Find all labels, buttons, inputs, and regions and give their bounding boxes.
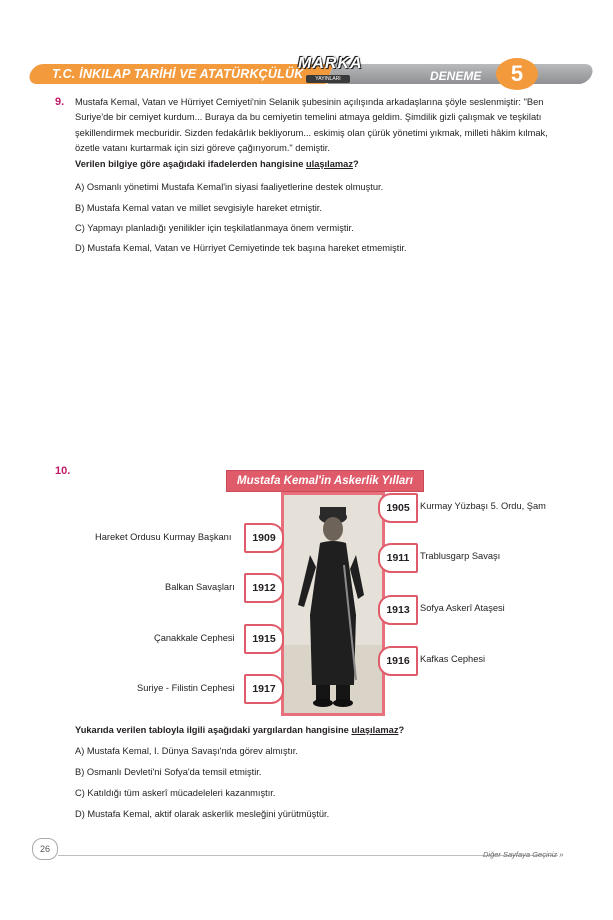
q9-paragraph-line: Suriye'de bir cemiyet kurdum... Buraya da bu cemiyetin temelini atmaya geldim. Şimdilik gizli çalışmak ve teşkilatı	[75, 112, 542, 123]
q9-option-c[interactable]: C) Yapmayı planladığı yenilikler için teşkilatlanmaya önem vermiştir.	[75, 223, 354, 233]
q10-option-c[interactable]: C) Katıldığı tüm askerî mücadeleleri kazanmıştır.	[75, 788, 276, 798]
next-page-text: Diğer Sayfaya Geçiniz	[483, 850, 558, 859]
page-number: 26	[32, 838, 58, 860]
q10-option-a[interactable]: A) Mustafa Kemal, I. Dünya Savaşı'nda görev almıştır.	[75, 746, 298, 756]
exam-number-badge: 5	[496, 58, 538, 90]
year-badge: 1913	[378, 595, 418, 625]
timeline-label: Suriye - Filistin Cephesi	[137, 683, 235, 693]
timeline-label: Hareket Ordusu Kurmay Başkanı	[95, 532, 232, 542]
logo-subtitle: YAYINLARI	[306, 75, 350, 83]
question-9-number: 9.	[55, 96, 65, 108]
stem-end: ?	[352, 159, 359, 169]
q9-option-b[interactable]: B) Mustafa Kemal vatan ve millet sevgisiyle hareket etmiştir.	[75, 203, 322, 213]
double-chevron-icon: »	[559, 850, 564, 859]
timeline-label: Çanakkale Cephesi	[154, 633, 235, 643]
timeline-label: Kurmay Yüzbaşı 5. Ordu, Şam	[420, 501, 546, 511]
timeline-label: Balkan Savaşları	[165, 582, 235, 592]
stem-underlined: ulaşılamaz	[351, 725, 399, 735]
stem-text: Verilen bilgiye göre aşağıdaki ifadelerden hangisine	[75, 159, 306, 169]
q10-option-d[interactable]: D) Mustafa Kemal, aktif olarak askerlik mesleğini yürütmüştür.	[75, 809, 330, 819]
question-10-stem	[75, 725, 404, 735]
timeline-label: Kafkas Cephesi	[420, 654, 486, 664]
exam-label: DENEME	[430, 69, 482, 83]
year-badge: 1917	[244, 674, 284, 704]
year-badge: 1915	[244, 624, 284, 654]
year-badge: 1905	[378, 493, 418, 523]
q9-option-d[interactable]: D) Mustafa Kemal, Vatan ve Hürriyet Cemiyetinde tek başına hareket etmemiştir.	[75, 243, 407, 253]
year-badge: 1916	[378, 646, 418, 676]
logo-word: MARKA	[298, 55, 363, 72]
stem-end: ?	[398, 725, 405, 735]
q10-option-b[interactable]: B) Osmanlı Devleti'ni Sofya'da temsil etmiştir.	[75, 767, 262, 777]
timeline-label: Trablusgarp Savaşı	[420, 551, 501, 561]
q9-paragraph-line: Mustafa Kemal, Vatan ve Hürriyet Cemiyeti'nin Selanik şubesinin açılışında arkadaşlarına şöyle seslenmiştir: "Ben	[75, 97, 544, 107]
q9-paragraph-line: özetle vatanı kurtarmak için sizi göreve çağırıyorum." demiştir.	[75, 143, 330, 154]
stem-underlined: ulaşılamaz	[305, 159, 353, 169]
publisher-logo	[298, 55, 363, 89]
q9-paragraph-line: şekillendirmek mecburidir. Sizden fedakârlık bekliyorum... eskimiş olan çürük yönetimi yıkmak, milleti hâkim kılmak,	[75, 127, 548, 138]
question-9-paragraph	[75, 95, 585, 157]
table-title: Mustafa Kemal'in Askerlik Yılları	[226, 470, 424, 492]
header-bar	[30, 55, 598, 86]
timeline-label: Sofya Askerî Ataşesi	[420, 603, 505, 613]
q9-option-a[interactable]: A) Osmanlı yönetimi Mustafa Kemal'in siyasi faaliyetlerine destek olmuştur.	[75, 182, 384, 192]
year-badge: 1912	[244, 573, 284, 603]
portrait-photo	[281, 492, 385, 716]
year-badge: 1909	[244, 523, 284, 553]
question-9-stem	[75, 159, 359, 169]
header-title: T.C. İNKILAP TARİHİ VE ATATÜRKÇÜLÜK	[52, 67, 304, 81]
next-page-note	[483, 850, 563, 859]
stem-text: Yukarıda verilen tabloyla ilgili aşağıdaki yargılardan hangisine	[75, 725, 352, 735]
year-badge: 1911	[378, 543, 418, 573]
question-10-number: 10.	[55, 465, 71, 477]
